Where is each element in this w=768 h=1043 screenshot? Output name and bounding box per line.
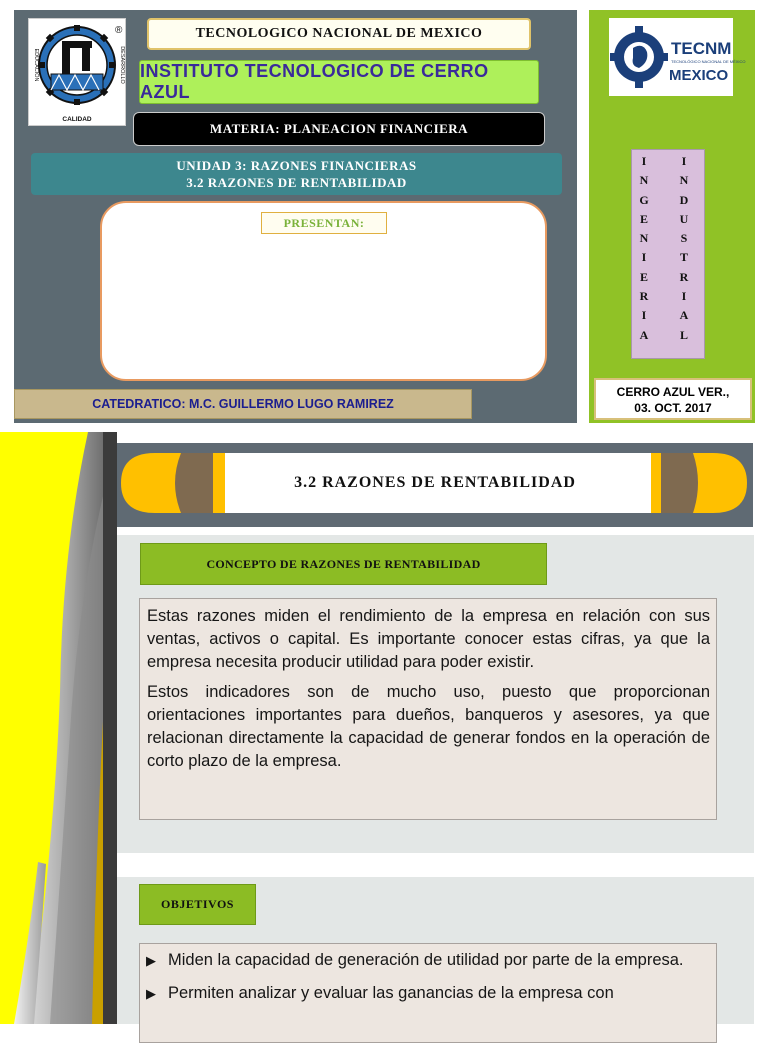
place-line: CERRO AZUL VER., bbox=[616, 385, 730, 399]
career-letter: I bbox=[641, 308, 647, 323]
triangle-bullet-icon: ▶ bbox=[146, 986, 156, 1001]
career-letter: R bbox=[639, 289, 649, 304]
presenters-box bbox=[100, 201, 547, 381]
itca-emblem-icon bbox=[29, 19, 127, 127]
subject-title: MATERIA: PLANEACION FINANCIERA bbox=[133, 112, 545, 146]
career-letter: T bbox=[679, 250, 688, 265]
objective-text: Permiten analizar y evaluar las ganancias de la empresa con bbox=[168, 984, 614, 1002]
list-item bbox=[146, 982, 710, 1005]
place-date-box bbox=[594, 378, 752, 420]
svg-text:EDUCACION: EDUCACION bbox=[33, 48, 39, 82]
objective-text: Miden la capacidad de generación de utilidad por parte de la empresa. bbox=[168, 951, 684, 969]
svg-text:CALIDAD: CALIDAD bbox=[62, 116, 92, 123]
career-letter: N bbox=[639, 173, 649, 188]
career-letter: G bbox=[639, 192, 649, 207]
title-bar bbox=[117, 443, 753, 527]
institution-title: TECNOLOGICO NACIONAL DE MEXICO bbox=[147, 18, 531, 50]
objectives-heading: OBJETIVOS bbox=[139, 884, 256, 925]
career-letter: E bbox=[639, 269, 648, 284]
unit-banner bbox=[31, 153, 562, 195]
svg-text:MEXICO: MEXICO bbox=[669, 67, 729, 84]
divider-strip bbox=[103, 432, 117, 1024]
career-word-industrial bbox=[678, 154, 690, 347]
svg-text:DESARROLLO: DESARROLLO bbox=[119, 46, 125, 84]
content-slide bbox=[0, 432, 768, 1024]
page-curl-decoration bbox=[0, 432, 116, 1024]
career-letter: N bbox=[639, 231, 649, 246]
concept-panel bbox=[117, 535, 754, 853]
slide-title: 3.2 RAZONES DE RENTABILIDAD bbox=[294, 474, 576, 491]
concept-textbox bbox=[139, 598, 717, 820]
cover-sidebar bbox=[589, 10, 755, 423]
tecnm-logo bbox=[609, 18, 746, 96]
svg-text:®: ® bbox=[115, 25, 123, 36]
career-letter: N bbox=[679, 173, 689, 188]
triangle-bullet-icon: ▶ bbox=[146, 953, 156, 968]
concept-heading: CONCEPTO DE RAZONES DE RENTABILIDAD bbox=[140, 543, 547, 585]
career-word-ingenieria bbox=[638, 154, 650, 347]
objectives-panel bbox=[117, 877, 754, 1024]
career-letter: L bbox=[679, 327, 688, 342]
career-letter: I bbox=[681, 154, 687, 168]
career-letter: U bbox=[679, 211, 689, 226]
career-letter: A bbox=[639, 327, 649, 342]
cover-slide bbox=[14, 10, 577, 423]
career-letter: I bbox=[641, 154, 647, 168]
career-letter: I bbox=[641, 250, 647, 265]
career-label bbox=[631, 149, 705, 359]
unit-line-1: UNIDAD 3: RAZONES FINANCIERAS bbox=[176, 158, 417, 173]
presenters-label: PRESENTAN: bbox=[261, 212, 387, 234]
teacher-banner: CATEDRATICO: M.C. GUILLERMO LUGO RAMIREZ bbox=[14, 389, 472, 419]
svg-text:TECNM: TECNM bbox=[671, 39, 732, 58]
tecnm-emblem-icon bbox=[609, 18, 746, 96]
date-line: 03. OCT. 2017 bbox=[634, 401, 712, 415]
objectives-list bbox=[139, 943, 717, 1043]
concept-paragraph-2: Estos indicadores son de mucho uso, puesto que proporcionan orientaciones importantes para dueños, banqueros y asesores, ya que relacionan directamente la capacidad de generar fondos en la operación de corto plazo de la empresa. bbox=[147, 683, 710, 770]
career-letter: D bbox=[679, 192, 689, 207]
campus-title: INSTITUTO TECNOLOGICO DE CERRO AZUL bbox=[139, 60, 539, 104]
list-item bbox=[146, 949, 710, 972]
career-letter: I bbox=[681, 289, 687, 304]
career-letter: A bbox=[679, 308, 689, 323]
career-letter: R bbox=[679, 269, 689, 284]
itca-logo bbox=[28, 18, 126, 126]
svg-text:TECNOLÓGICO NACIONAL DE MÉXICO: TECNOLÓGICO NACIONAL DE MÉXICO bbox=[671, 59, 746, 64]
unit-line-2: 3.2 RAZONES DE RENTABILIDAD bbox=[186, 175, 407, 190]
concept-paragraph-1: Estas razones miden el rendimiento de la empresa en relación con sus ventas, activos o capital. Es importante conocer estas cifras, ya que la empresa necesita producir utilidad para poder existir. bbox=[147, 607, 710, 671]
career-letter: E bbox=[639, 211, 648, 226]
career-letter: S bbox=[680, 231, 688, 246]
